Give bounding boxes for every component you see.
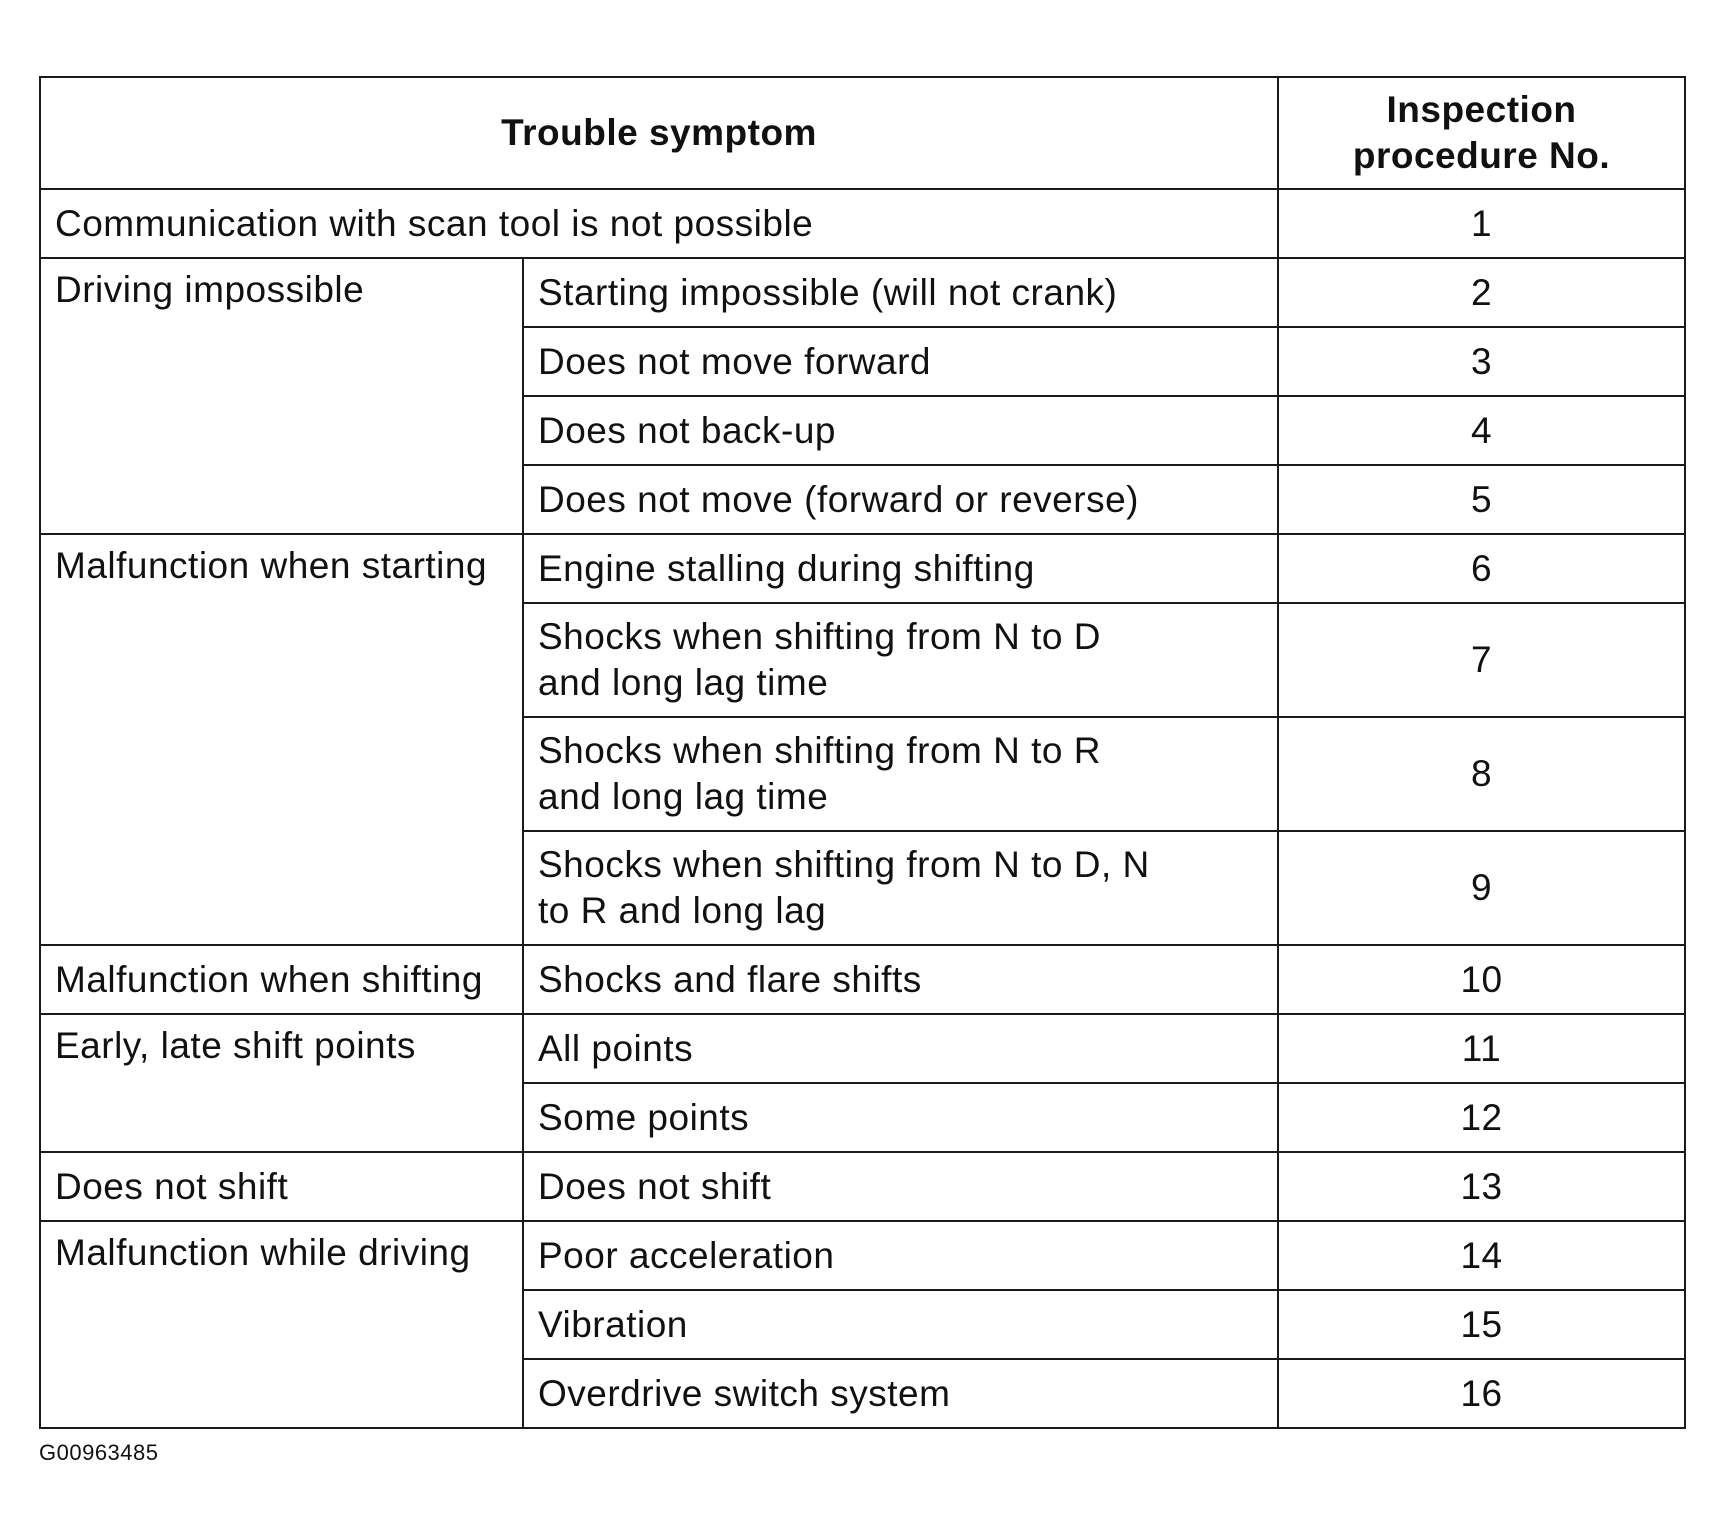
figure-id-caption: G00963485 bbox=[39, 1440, 159, 1465]
table-row bbox=[40, 1014, 1685, 1083]
procedure-number: 11 bbox=[1278, 1014, 1685, 1083]
symptom-group: Malfunction when starting bbox=[40, 534, 523, 945]
symptom-cell: Shocks and flare shifts bbox=[523, 945, 1278, 1014]
symptom-group: Does not shift bbox=[40, 1152, 523, 1221]
symptom-group: Malfunction when shifting bbox=[40, 945, 523, 1014]
procedure-number: 1 bbox=[1278, 189, 1685, 258]
header-inspection-procedure: Inspection procedure No. bbox=[1278, 77, 1685, 189]
symptom-cell: Engine stalling during shifting bbox=[523, 534, 1278, 603]
symptom-cell: Vibration bbox=[523, 1290, 1278, 1359]
symptom-group: Malfunction while driving bbox=[40, 1221, 523, 1428]
table-row bbox=[40, 1152, 1685, 1221]
symptom-cell: Shocks when shifting from N to D and long lag time bbox=[523, 603, 1278, 717]
symptom-cell: Overdrive switch system bbox=[523, 1359, 1278, 1428]
procedure-number: 7 bbox=[1278, 603, 1685, 717]
procedure-number: 3 bbox=[1278, 327, 1685, 396]
symptom-cell: Some points bbox=[523, 1083, 1278, 1152]
symptom-cell: Does not move (forward or reverse) bbox=[523, 465, 1278, 534]
table-row bbox=[40, 1221, 1685, 1290]
procedure-number: 16 bbox=[1278, 1359, 1685, 1428]
symptom-cell: Does not back-up bbox=[523, 396, 1278, 465]
procedure-number: 14 bbox=[1278, 1221, 1685, 1290]
procedure-number: 13 bbox=[1278, 1152, 1685, 1221]
procedure-number: 12 bbox=[1278, 1083, 1685, 1152]
symptom-cell: Poor acceleration bbox=[523, 1221, 1278, 1290]
procedure-number: 6 bbox=[1278, 534, 1685, 603]
procedure-number: 2 bbox=[1278, 258, 1685, 327]
symptom-cell: All points bbox=[523, 1014, 1278, 1083]
procedure-number: 8 bbox=[1278, 717, 1685, 831]
procedure-number: 10 bbox=[1278, 945, 1685, 1014]
header-trouble-symptom: Trouble symptom bbox=[40, 77, 1278, 189]
trouble-symptom-table bbox=[39, 76, 1686, 1429]
symptom-cell: Communication with scan tool is not possible bbox=[40, 189, 1278, 258]
symptom-table-container bbox=[39, 76, 1684, 1429]
procedure-number: 4 bbox=[1278, 396, 1685, 465]
symptom-cell: Starting impossible (will not crank) bbox=[523, 258, 1278, 327]
symptom-cell: Does not shift bbox=[523, 1152, 1278, 1221]
symptom-cell: Shocks when shifting from N to R and long lag time bbox=[523, 717, 1278, 831]
table-row bbox=[40, 258, 1685, 327]
procedure-number: 5 bbox=[1278, 465, 1685, 534]
procedure-number: 9 bbox=[1278, 831, 1685, 945]
procedure-number: 15 bbox=[1278, 1290, 1685, 1359]
symptom-cell: Shocks when shifting from N to D, N to R and long lag bbox=[523, 831, 1278, 945]
table-row bbox=[40, 189, 1685, 258]
symptom-group: Driving impossible bbox=[40, 258, 523, 534]
symptom-group: Early, late shift points bbox=[40, 1014, 523, 1152]
table-row bbox=[40, 534, 1685, 603]
table-row bbox=[40, 945, 1685, 1014]
symptom-cell: Does not move forward bbox=[523, 327, 1278, 396]
